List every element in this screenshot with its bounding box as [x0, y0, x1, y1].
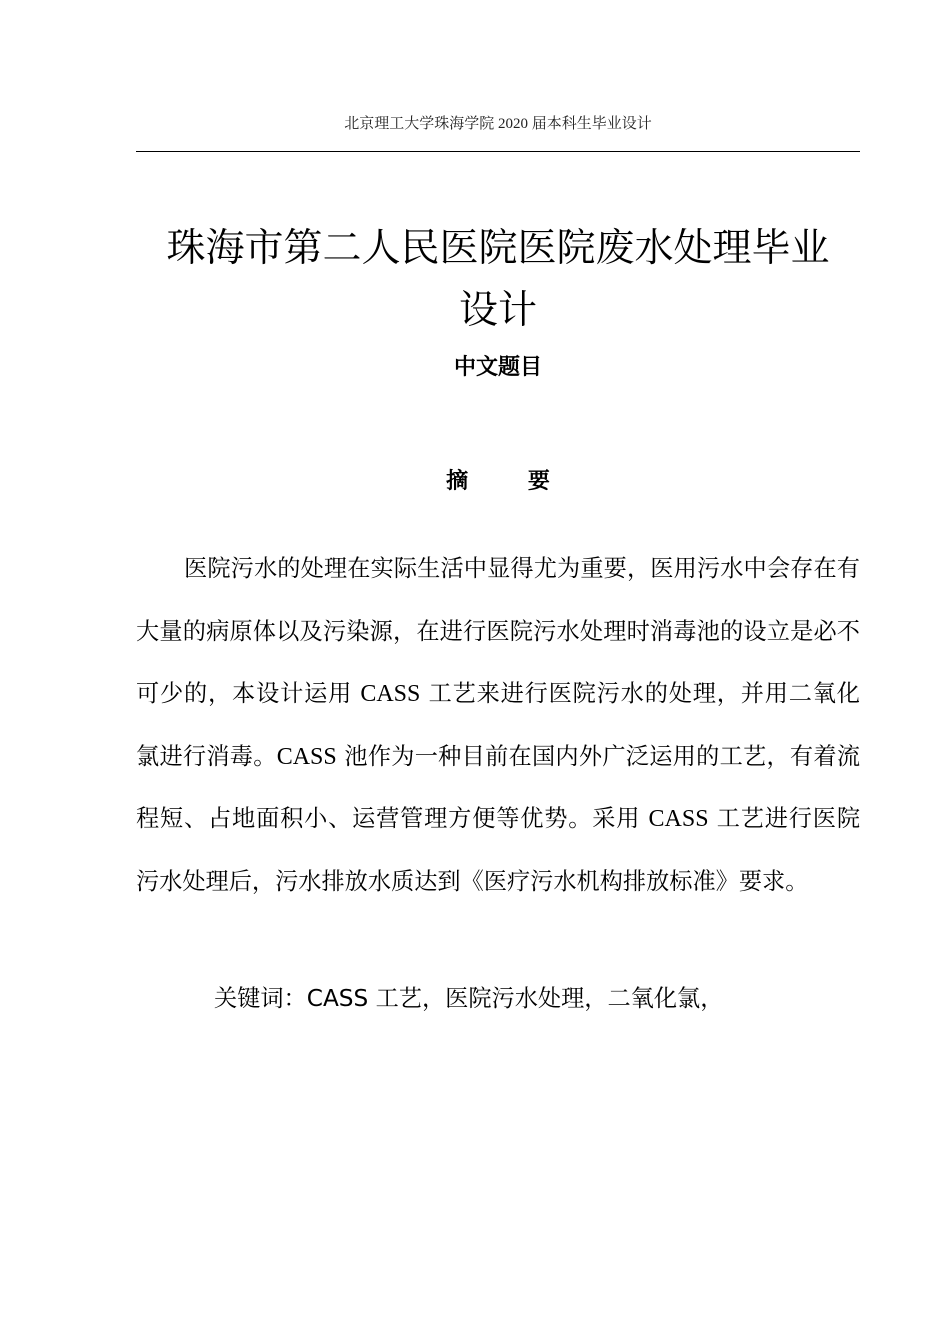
running-header: 北京理工大学珠海学院 2020 届本科生毕业设计 [344, 116, 652, 132]
abstract-text-2: 工艺来进行医院污水的处理，并用二氧化氯进行消毒。 [136, 680, 860, 770]
abstract-term-cass-1: CASS [360, 681, 421, 707]
abstract-paragraph [136, 538, 860, 913]
abstract-text-3: 池作为一种目前在国内外广泛运用的工艺，有着流程短、占地面积小、运营管理方便等优势。采用 [136, 742, 861, 832]
abstract-term-cass-3: CASS [648, 806, 709, 832]
header-divider [136, 151, 860, 152]
abstract-term-cass-2: CASS [276, 743, 337, 770]
abstract-heading: 摘 要 [446, 469, 576, 494]
abstract-text-4: 工艺进行医院污水处理后，污水排放水质达到《医疗污水机构排放标准》要求。 [136, 805, 861, 895]
abstract-text-1: 医院污水的处理在实际生活中显得尤为重要，医用污水中会存在有大量的病原体以及污染源，在进行医院污水处理时消毒池的设立是必不可少的，本设计运用 [136, 555, 860, 707]
chinese-title-label: 中文题目 [453, 355, 542, 380]
thesis-title [136, 218, 860, 342]
keywords-line: 关键词：CASS 工艺，医院污水处理，二氧化氯， [214, 985, 724, 1012]
thesis-title-line-1: 珠海市第二人民医院医院废水处理毕业 [166, 226, 830, 271]
thesis-title-line-2: 设计 [458, 288, 537, 333]
